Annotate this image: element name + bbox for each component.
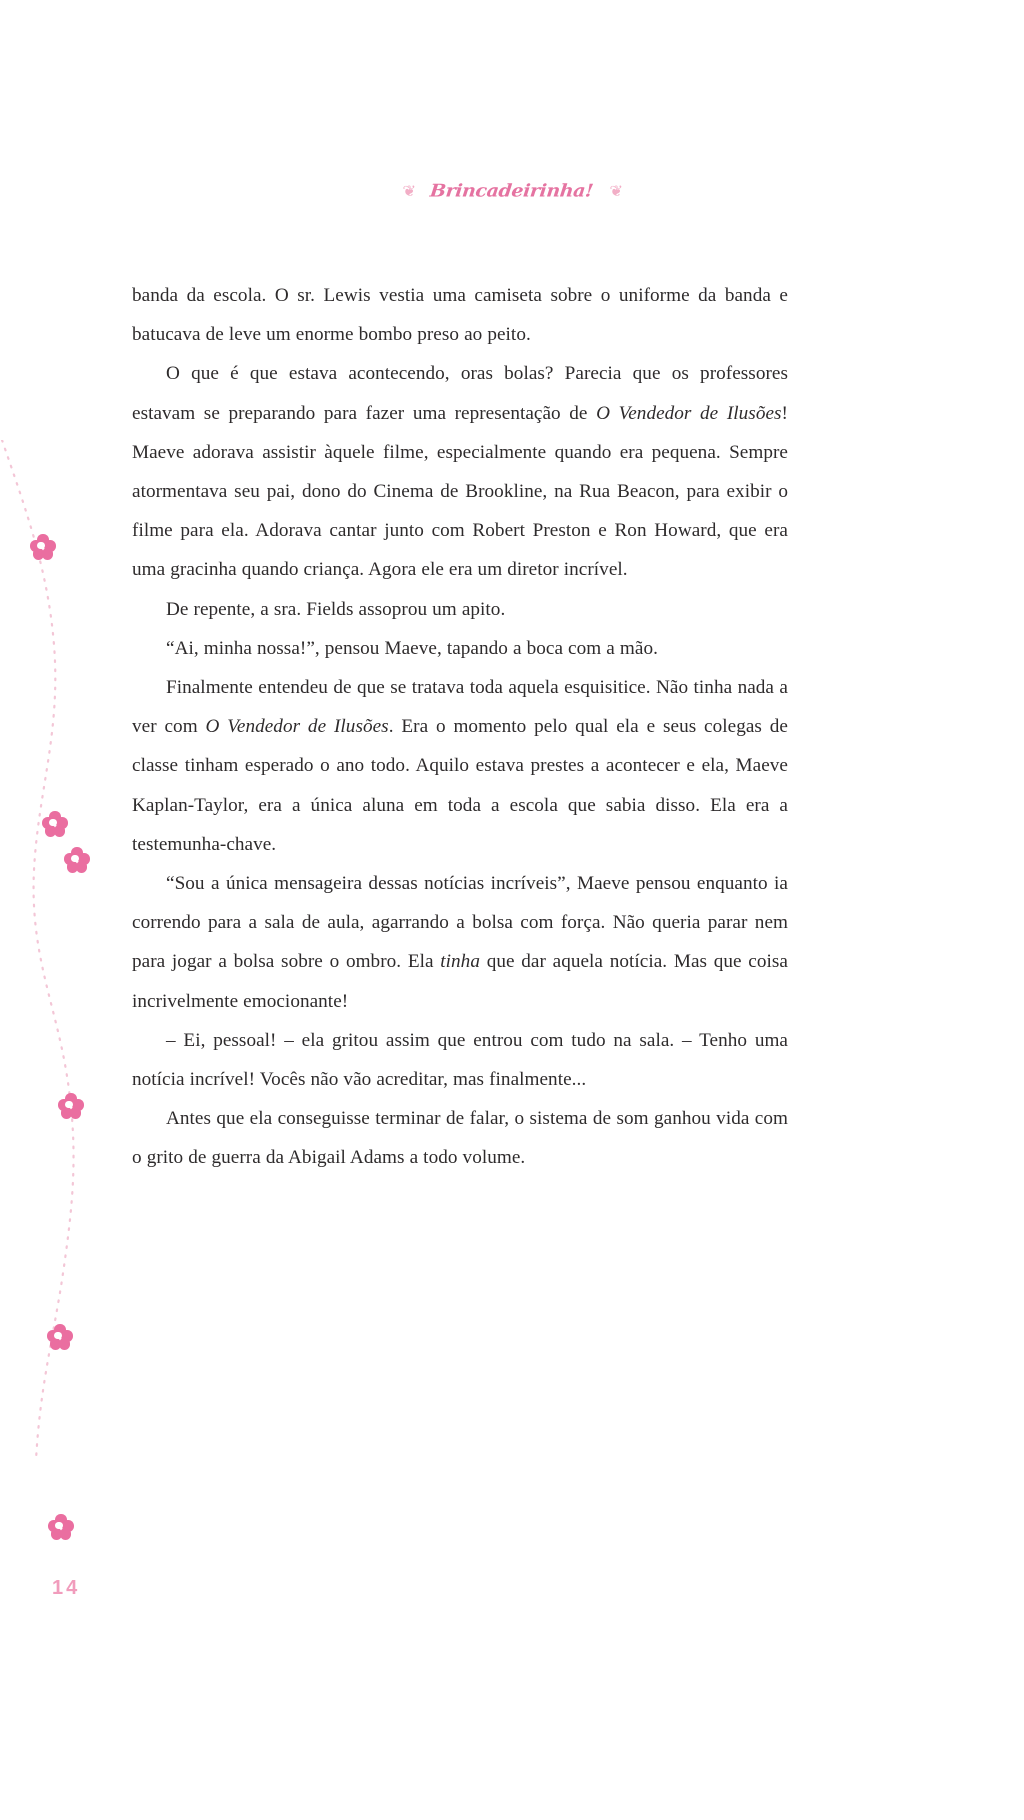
flower-icon (48, 1514, 74, 1540)
paragraph: “Ai, minha nossa!”, pensou Maeve, tapando a boca com a mão. (166, 637, 658, 659)
flower-icon (64, 847, 90, 873)
page-number: 14 (52, 1577, 81, 1599)
ornament-right-icon: ❦ (608, 183, 622, 200)
flower-icon (47, 1324, 73, 1350)
paragraph: De repente, a sra. Fields assoprou um apito. (166, 598, 506, 620)
flower-icon (58, 1093, 84, 1119)
italic-title: O Vendedor de Ilusões (596, 402, 782, 424)
paragraph: O que é que estava acontecendo, oras bolas? Parecia que os professores estavam se preparando para fazer uma representação de O Vendedor de Ilusões! Maeve adorava assistir àquele filme, especialmente quando era pequena. Sempre atormentava seu pai, dono do Cinema de Brookline, na Rua Beacon, para exibir o filme para ela. Adorava cantar junto com Robert Preston e Ron Howard, que era uma gracinha quando criança. Agora ele era um diretor incrível. (132, 363, 788, 581)
ornament-left-icon: ❦ (402, 183, 416, 200)
running-head-title: Brincadeirinha! (429, 180, 595, 202)
italic-title: tinha (440, 951, 480, 973)
paragraph: – Ei, pessoal! – ela gritou assim que entrou com tudo na sala. – Tenho uma notícia incrível! Vocês não vão acreditar, mas finalmente... (132, 1029, 788, 1091)
running-head (0, 180, 1024, 202)
paragraph: banda da escola. O sr. Lewis vestia uma camiseta sobre o uniforme da banda e batucava de leve um enorme bombo preso ao peito. (132, 285, 788, 346)
flower-icon (30, 534, 56, 560)
italic-title: O Vendedor de Ilusões (205, 716, 389, 738)
body-text (132, 276, 788, 1178)
paragraph: “Sou a única mensageira dessas notícias incríveis”, Maeve pensou enquanto ia correndo para a sala de aula, agarrando a bolsa com força. Não queria parar nem para jogar a bolsa sobre o ombro. Ela tinha que dar aquela notícia. Mas que coisa incrivelmente emocionante! (132, 873, 788, 1012)
paragraph: Antes que ela conseguisse terminar de falar, o sistema de som ganhou vida com o grito de guerra da Abigail Adams a todo volume. (132, 1108, 788, 1169)
paragraph: Finalmente entendeu de que se tratava toda aquela esquisitice. Não tinha nada a ver com O Vendedor de Ilusões. Era o momento pelo qual ela e seus colegas de classe tinham esperado o ano todo. Aquilo estava prestes a acontecer e ela, Maeve Kaplan-Taylor, era a única aluna em toda a escola que sabia disso. Ela era a testemunha-chave. (132, 677, 788, 855)
flower-icon (42, 811, 68, 837)
